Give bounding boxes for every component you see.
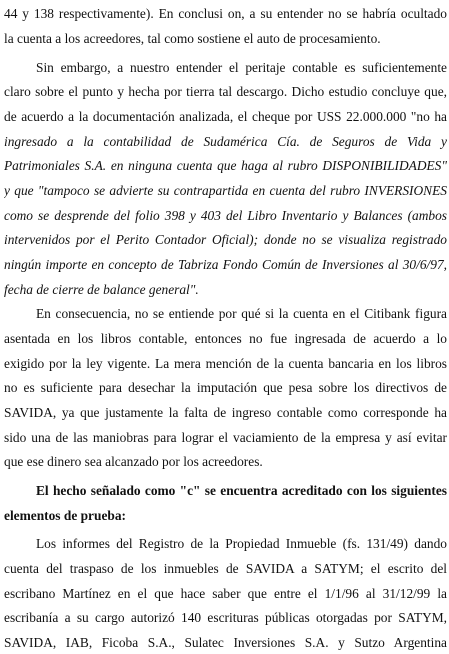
text-line-16: no es suficiente para desechar la imputación que pesa sobre los directivos de <box>4 380 447 395</box>
text-line-19: que ese dinero sea alcanzado por los acreedores. <box>4 454 263 469</box>
text-line-5: de acuerdo a la documentación analizada, el cheque por USS 22.000.000 "no ha <box>4 109 447 124</box>
text-line-4: claro sobre el punto y hecha por tierra tal descargo. Dicho estudio concluye que, <box>4 84 447 99</box>
text-line-12: fecha de cierre de balance general". <box>4 282 199 297</box>
text-line-25: escribanía a su cargo autorizó 140 escrituras públicas otorgadas por SATYM, <box>4 610 447 625</box>
text-line-1: 44 y 138 respectivamente). En conclusi on, a su entender no se habría ocultado <box>4 6 447 21</box>
text-line-26: SAVIDA, IAB, Ficoba S.A., Sulatec Inversiones S.A. y Sutzo Argentina <box>4 635 447 650</box>
text-line-6: ingresado a la contabilidad de Sudamérica Cía. de Seguros de Vida y <box>4 134 447 149</box>
text-line-7: Patrimoniales S.A. en ninguna cuenta que haga al rubro DISPONIBILIDADES" <box>4 158 447 173</box>
text-line-24: escribano Martínez en el que hace saber que entre el 1/1/96 al 31/12/99 la <box>4 586 447 601</box>
text-line-14: asentada en los libros contable, entonces no fue ingresada de acuerdo a lo <box>4 331 447 346</box>
section-heading-line-2: elementos de prueba: <box>4 508 126 523</box>
text-line-9: como se desprende del folio 398 y 403 del Libro Inventario y Balances (ambos <box>4 208 447 223</box>
section-heading-line-1: El hecho señalado como "c" se encuentra acreditado con los siguientes <box>36 483 447 498</box>
text-line-15: exigido por la ley vigente. La mera mención de la cuenta bancaria en los libros <box>4 356 447 371</box>
text-line-11: ningún importe en concepto de Tabriza Fondo Común de Inversiones al 30/6/97, <box>4 257 447 272</box>
text-line-22: Los informes del Registro de la Propiedad Inmueble (fs. 131/49) dando <box>36 536 447 551</box>
text-line-23: cuenta del traspaso de los inmuebles de SAVIDA a SATYM; el escrito del <box>4 561 447 576</box>
text-line-13: En consecuencia, no se entiende por qué si la cuenta en el Citibank figura <box>36 306 447 321</box>
text-line-10: intervenidos por el Perito Contador Oficial); donde no se visualiza registrado <box>4 232 447 247</box>
text-line-18: sido una de las maniobras para lograr el vaciamiento de la empresa y así evitar <box>4 430 447 445</box>
text-line-2: la cuenta a los acreedores, tal como sostiene el auto de procesamiento. <box>4 31 381 46</box>
text-line-17: SAVIDA, ya que justamente la falta de ingreso contable como corresponde ha <box>4 405 447 420</box>
text-line-8: y que "tampoco se advierte su contrapartida en cuenta del rubro INVERSIONES <box>4 183 447 198</box>
text-line-3: Sin embargo, a nuestro entender el peritaje contable es suficientemente <box>36 60 447 75</box>
